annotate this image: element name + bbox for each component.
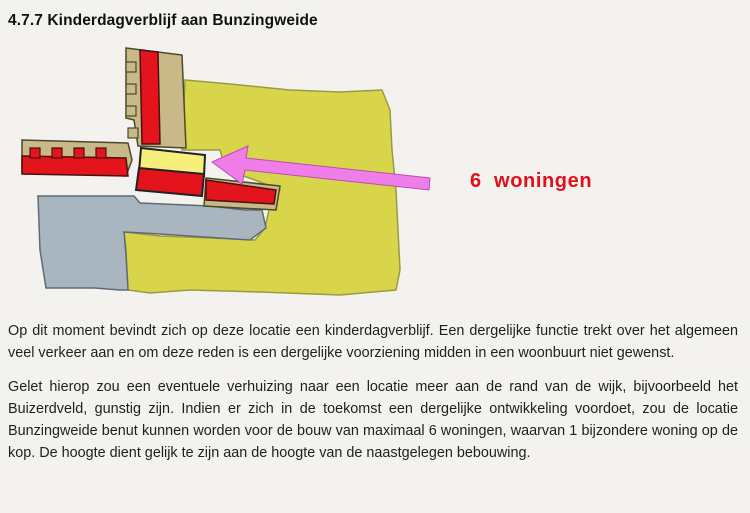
building-north-red [140,50,160,144]
section-title: 4.7.7 Kinderdagverblijf aan Bunzingweide [8,12,318,29]
new-housing-block-red [136,168,204,196]
paragraph-2: Gelet hierop zou een eventuele verhuizing naar een locatie meer aan de rand van de wijk, bijvoorbeeld het Buizerdveld, gunstig zijn. Indien er zich in de toekomst een dergelijke ontwikkeling voordoet, zou de locatie Bunzingweide benut kunnen worden voor de bouw van maximaal 6 woningen, waarvan 1 bijzondere woning op de kop. De hoogte dient gelijk te zijn aan de hoogte van de naastgelegen bebouwing. [8,379,738,461]
paragraph-1: Op dit moment bevindt zich op deze locatie een kinderdagverblijf. Een dergelijke functie trekt over het algemeen veel verkeer aan en om deze reden is een dergelijke voorziening midden in een woonbuurt niet gewenst. [8,323,738,361]
building-west-red [22,156,128,176]
annotation-label: 6 woningen [470,170,593,192]
body-text [8,320,738,476]
